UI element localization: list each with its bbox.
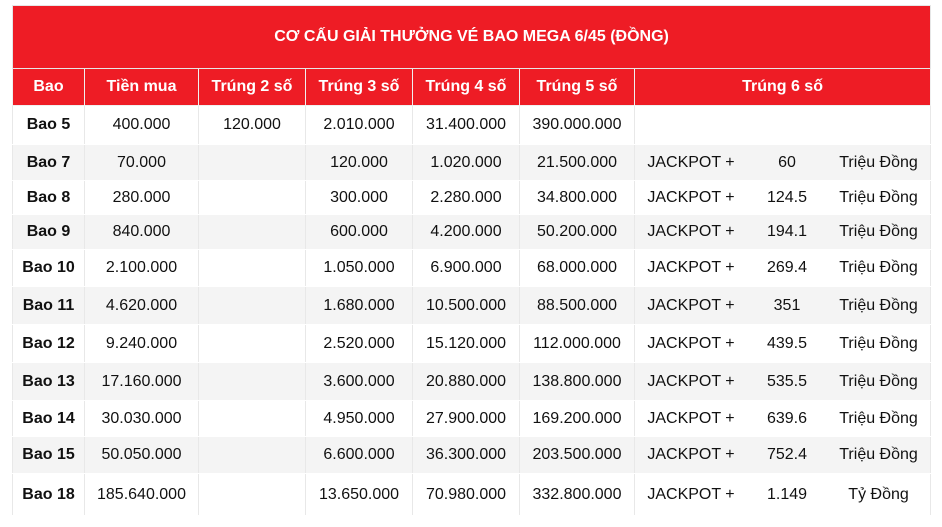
jackpot-unit: Triệu Đồng (839, 334, 918, 352)
cell-trung-3: 300.000 (306, 181, 413, 215)
jackpot-label: JACKPOT + (647, 446, 735, 463)
cell-bao: Bao 8 (13, 181, 85, 215)
jackpot-unit: Triệu Đồng (839, 372, 918, 390)
table-body (13, 106, 931, 516)
cell-trung-6 (635, 215, 931, 250)
cell-tien-mua: 17.160.000 (85, 363, 199, 401)
jackpot-unit: Triệu Đồng (839, 223, 918, 240)
jackpot-amount: 269.4 (766, 259, 808, 276)
table-row (13, 325, 931, 363)
cell-bao: Bao 7 (13, 145, 85, 181)
jackpot-group (635, 297, 930, 315)
cell-trung-3: 120.000 (306, 145, 413, 181)
cell-trung-4: 31.400.000 (413, 106, 520, 145)
cell-trung-3: 2.010.000 (306, 106, 413, 145)
jackpot-amount: 535.5 (766, 372, 808, 390)
cell-trung-3: 2.520.000 (306, 325, 413, 363)
cell-tien-mua: 280.000 (85, 181, 199, 215)
cell-trung-2 (199, 325, 306, 363)
jackpot-unit: Tỷ Đồng (848, 485, 909, 503)
cell-trung-4: 15.120.000 (413, 325, 520, 363)
jackpot-amount: 194.1 (766, 223, 808, 240)
cell-tien-mua: 70.000 (85, 145, 199, 181)
cell-trung-4: 20.880.000 (413, 363, 520, 401)
cell-tien-mua: 2.100.000 (85, 250, 199, 287)
jackpot-unit: Triệu Đồng (839, 153, 918, 171)
cell-trung-2: 120.000 (199, 106, 306, 145)
jackpot-amount: 639.6 (766, 409, 808, 427)
cell-trung-2 (199, 145, 306, 181)
jackpot-label: JACKPOT + (647, 334, 735, 352)
cell-trung-5: 50.200.000 (520, 215, 635, 250)
table-row (13, 437, 931, 474)
prize-table-container (12, 5, 930, 516)
jackpot-group (635, 223, 930, 241)
cell-bao: Bao 5 (13, 106, 85, 145)
cell-bao: Bao 15 (13, 437, 85, 474)
cell-tien-mua: 400.000 (85, 106, 199, 145)
cell-trung-3: 13.650.000 (306, 474, 413, 516)
cell-trung-5: 68.000.000 (520, 250, 635, 287)
table-row (13, 474, 931, 516)
jackpot-group (635, 335, 930, 353)
cell-trung-5: 21.500.000 (520, 145, 635, 181)
cell-trung-5: 390.000.000 (520, 106, 635, 145)
header-bao: Bao (13, 69, 85, 106)
jackpot-label: JACKPOT + (647, 153, 735, 171)
cell-trung-2 (199, 287, 306, 325)
jackpot-group (635, 486, 930, 504)
table-row (13, 287, 931, 325)
table-row (13, 215, 931, 250)
jackpot-group (635, 154, 930, 172)
cell-trung-4: 27.900.000 (413, 401, 520, 437)
cell-trung-6 (635, 325, 931, 363)
cell-trung-6 (635, 363, 931, 401)
cell-trung-4: 6.900.000 (413, 250, 520, 287)
table-row (13, 363, 931, 401)
cell-tien-mua: 840.000 (85, 215, 199, 250)
cell-tien-mua: 30.030.000 (85, 401, 199, 437)
header-trung-4: Trúng 4 số (413, 69, 520, 106)
jackpot-label: JACKPOT + (647, 409, 735, 427)
cell-trung-2 (199, 401, 306, 437)
jackpot-label: JACKPOT + (647, 223, 735, 240)
cell-trung-2 (199, 437, 306, 474)
cell-trung-4: 70.980.000 (413, 474, 520, 516)
jackpot-unit: Triệu Đồng (839, 188, 918, 206)
cell-trung-6 (635, 106, 931, 145)
cell-trung-5: 169.200.000 (520, 401, 635, 437)
header-tien-mua: Tiền mua (85, 69, 199, 106)
jackpot-unit: Triệu Đồng (839, 409, 918, 427)
prize-table (12, 5, 931, 516)
header-trung-6: Trúng 6 số (635, 69, 931, 106)
cell-bao: Bao 10 (13, 250, 85, 287)
jackpot-unit: Triệu Đồng (839, 446, 918, 463)
cell-trung-3: 4.950.000 (306, 401, 413, 437)
jackpot-unit: Triệu Đồng (839, 259, 918, 276)
jackpot-amount: 60 (778, 153, 796, 171)
table-row (13, 401, 931, 437)
cell-trung-6 (635, 145, 931, 181)
jackpot-label: JACKPOT + (647, 296, 735, 314)
cell-trung-5: 112.000.000 (520, 325, 635, 363)
jackpot-label: JACKPOT + (647, 259, 735, 276)
jackpot-amount: 1.149 (766, 485, 808, 503)
jackpot-amount: 124.5 (766, 188, 808, 206)
jackpot-amount: 439.5 (766, 334, 808, 352)
cell-trung-3: 6.600.000 (306, 437, 413, 474)
cell-trung-4: 1.020.000 (413, 145, 520, 181)
header-row (13, 69, 931, 106)
cell-tien-mua: 4.620.000 (85, 287, 199, 325)
cell-trung-3: 1.050.000 (306, 250, 413, 287)
jackpot-label: JACKPOT + (647, 372, 735, 390)
cell-trung-6 (635, 181, 931, 215)
jackpot-label: JACKPOT + (647, 485, 735, 503)
cell-trung-4: 10.500.000 (413, 287, 520, 325)
jackpot-unit: Triệu Đồng (839, 296, 918, 314)
table-title: CƠ CẤU GIẢI THƯỞNG VÉ BAO MEGA 6/45 (ĐỒNG) (13, 6, 931, 69)
cell-trung-6 (635, 250, 931, 287)
cell-trung-2 (199, 215, 306, 250)
cell-bao: Bao 11 (13, 287, 85, 325)
cell-trung-5: 332.800.000 (520, 474, 635, 516)
cell-bao: Bao 12 (13, 325, 85, 363)
jackpot-amount: 752.4 (766, 446, 808, 463)
jackpot-group (635, 446, 930, 464)
cell-bao: Bao 13 (13, 363, 85, 401)
cell-trung-4: 4.200.000 (413, 215, 520, 250)
cell-trung-6 (635, 287, 931, 325)
cell-trung-5: 203.500.000 (520, 437, 635, 474)
cell-bao: Bao 9 (13, 215, 85, 250)
cell-trung-5: 138.800.000 (520, 363, 635, 401)
cell-trung-4: 36.300.000 (413, 437, 520, 474)
table-row (13, 181, 931, 215)
cell-trung-3: 600.000 (306, 215, 413, 250)
jackpot-group (635, 410, 930, 428)
cell-trung-2 (199, 363, 306, 401)
cell-trung-6 (635, 437, 931, 474)
cell-trung-2 (199, 181, 306, 215)
table-row (13, 250, 931, 287)
jackpot-group (635, 189, 930, 207)
header-trung-2: Trúng 2 số (199, 69, 306, 106)
jackpot-amount: 351 (773, 296, 801, 314)
cell-trung-4: 2.280.000 (413, 181, 520, 215)
cell-trung-6 (635, 474, 931, 516)
cell-tien-mua: 50.050.000 (85, 437, 199, 474)
table-row (13, 145, 931, 181)
table-row (13, 106, 931, 145)
cell-trung-3: 3.600.000 (306, 363, 413, 401)
cell-tien-mua: 185.640.000 (85, 474, 199, 516)
cell-trung-5: 34.800.000 (520, 181, 635, 215)
cell-tien-mua: 9.240.000 (85, 325, 199, 363)
header-trung-3: Trúng 3 số (306, 69, 413, 106)
title-row (13, 6, 931, 69)
jackpot-group (635, 373, 930, 391)
header-trung-5: Trúng 5 số (520, 69, 635, 106)
cell-trung-6 (635, 401, 931, 437)
cell-trung-3: 1.680.000 (306, 287, 413, 325)
cell-trung-2 (199, 250, 306, 287)
cell-trung-2 (199, 474, 306, 516)
jackpot-label: JACKPOT + (647, 188, 735, 206)
jackpot-group (635, 259, 930, 277)
cell-trung-5: 88.500.000 (520, 287, 635, 325)
cell-bao: Bao 18 (13, 474, 85, 516)
cell-bao: Bao 14 (13, 401, 85, 437)
